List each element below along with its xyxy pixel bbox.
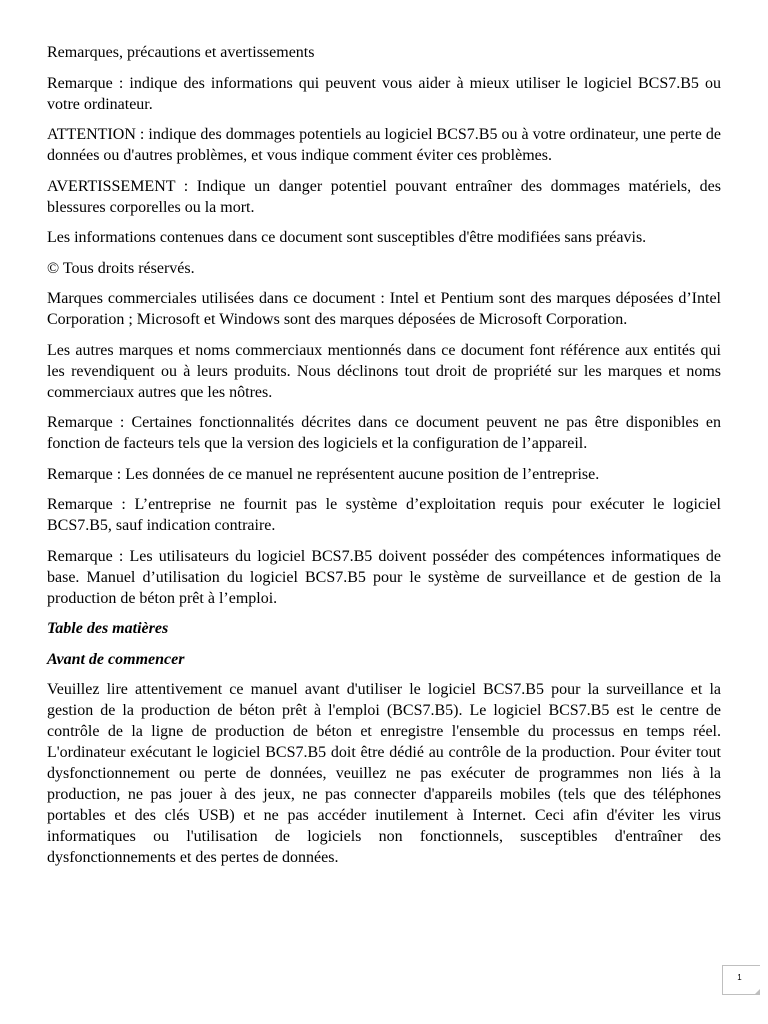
page-number: 1: [737, 973, 742, 982]
paragraph-attention-definition: ATTENTION : indique des dommages potentiels au logiciel BCS7.B5 ou à votre ordinateur, une perte de données ou d'autres problèmes, et vous indique comment éviter ces problèmes.: [47, 126, 721, 164]
heading-before-starting: Avant de commencer: [47, 650, 185, 668]
paragraph-copyright: © Tous droits réservés.: [47, 259, 195, 277]
paragraph-change-notice: Les informations contenues dans ce document sont susceptibles d'être modifiées sans préavis.: [47, 229, 647, 246]
paragraph-other-trademarks: Les autres marques et noms commerciaux mentionnés dans ce document font référence aux entités qui les revendiquent ou à leurs produits. Nous déclinons tout droit de propriété sur les marques et noms commerciaux autres que les nôtres.: [47, 341, 721, 401]
paragraph-remark-definition: Remarque : indique des informations qui peuvent vous aider à mieux utiliser le logiciel BCS7.B5 ou votre ordinateur.: [47, 74, 721, 113]
paragraph-remark-users: Remarque : Les utilisateurs du logiciel BCS7.B5 doivent posséder des compétences informatiques de base. Manuel d’utilisation du logiciel BCS7.B5 pour le système de surveillance et de gestion de la production de béton prêt à l’emploi.: [47, 547, 721, 607]
paragraph-before-starting: Veuillez lire attentivement ce manuel avant d'utiliser le logiciel BCS7.B5 pour la surveillance et la gestion de la production de béton prêt à l'emploi (BCS7.B5). Le logiciel BCS7.B5 est le centre de contrôle de la ligne de production de béton et enregistre l'ensemble du processus en temps réel. L'ordinateur exécutant le logiciel BCS7.B5 doit être dédié au contrôle de la production. Pour éviter tout dysfonctionnement ou perte de données, veuillez ne pas exécuter de programmes non liés à la production, ne pas jouer à des jeux, ne pas connecter d'appareils mobiles (tels que des téléphones portables et des clés USB) et ne pas accéder inutilement à Internet. Ceci afin d'éviter les virus informatiques ou l'utilisation de logiciels non fonctionnels, susceptibles d'entraîner des dysfonctionnements et des pertes de données.: [47, 681, 721, 866]
paragraph-trademarks: Marques commerciales utilisées dans ce document : Intel et Pentium sont des marques déposées d’Intel Corporation ; Microsoft et Windows sont des marques déposées de Microsoft Corporation.: [47, 290, 721, 328]
paragraph-remark-os: Remarque : L’entreprise ne fournit pas le système d’exploitation requis pour exécuter le logiciel BCS7.B5, sauf indication contraire.: [47, 496, 721, 534]
heading-table-of-contents: Table des matières: [47, 620, 169, 637]
document-page: [47, 42, 721, 878]
section-title-remarks: Remarques, précautions et avertissements: [47, 44, 315, 61]
paragraph-warning-definition: AVERTISSEMENT : Indique un danger potentiel pouvant entraîner des dommages matériels, des blessures corporelles ou la mort.: [47, 177, 721, 216]
paragraph-remark-position: Remarque : Les données de ce manuel ne représentent aucune position de l’entreprise.: [47, 465, 600, 483]
paragraph-remark-features: Remarque : Certaines fonctionnalités décrites dans ce document peuvent ne pas être disponibles en fonction de facteurs tels que la version des logiciels et la configuration de l’appareil.: [47, 414, 721, 452]
page-number-box: [722, 965, 760, 995]
